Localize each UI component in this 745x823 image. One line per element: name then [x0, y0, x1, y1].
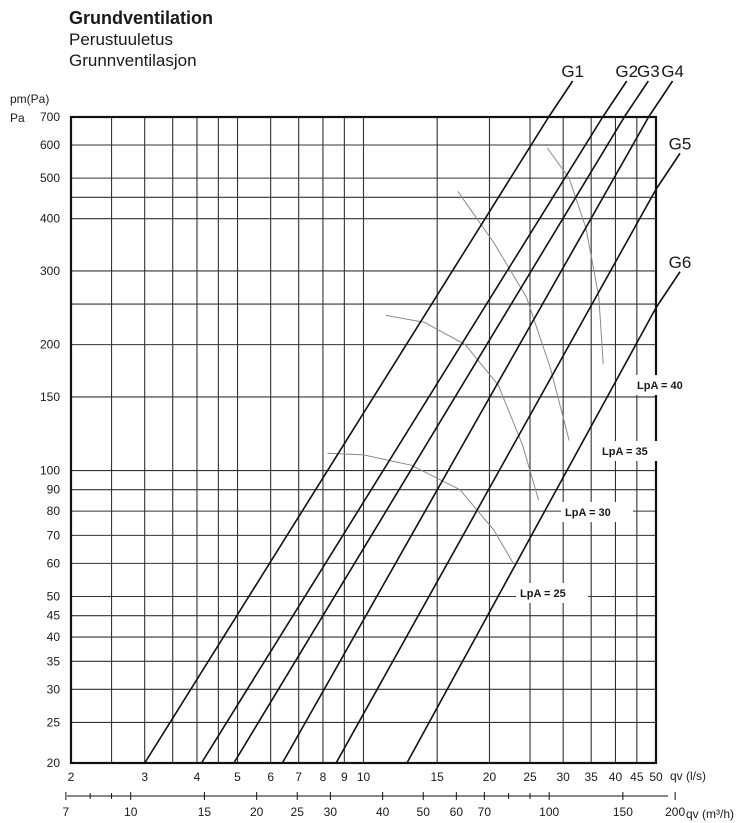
fan-curve-g3	[234, 117, 624, 763]
x2-tick-label: 150	[612, 805, 633, 819]
fan-curve-leader	[624, 81, 648, 117]
lpa-labels	[516, 375, 705, 603]
y-tick-labels	[40, 110, 60, 770]
lpa-label: LpA = 25	[520, 588, 566, 600]
x2-tick-label: 25	[290, 805, 304, 819]
y-tick-label: 35	[46, 654, 60, 669]
y-tick-label: 150	[39, 389, 60, 404]
x-tick-label: 25	[523, 770, 537, 784]
y-tick-label: 80	[46, 504, 60, 519]
y-tick-label: 700	[39, 110, 60, 124]
y-tick-label: 400	[39, 211, 60, 226]
y-tick-label: 30	[46, 682, 60, 697]
x-tick-label: 35	[584, 770, 598, 784]
x-tick-labels	[68, 770, 663, 784]
y-tick-label: 600	[39, 138, 60, 153]
sound-level-curves	[327, 148, 603, 563]
y-tick-label: 40	[46, 630, 60, 645]
lpa-curve	[458, 191, 569, 440]
x-tick-label: 2	[67, 770, 75, 784]
x-tick-label: 9	[341, 770, 348, 784]
lpa-label: LpA = 35	[602, 446, 648, 458]
y-tick-label: 500	[39, 171, 60, 186]
x2-tick-label: 10	[124, 805, 138, 819]
x2-tick-label: 20	[249, 805, 264, 819]
x2-tick-label: 7	[62, 805, 70, 819]
y-axis-unit: Pa	[10, 111, 25, 125]
x-axis-label-m3h: qv (m³/h)	[686, 807, 734, 821]
chart-subtitle-fi: Perustuuletus	[69, 30, 173, 49]
y-tick-label: 100	[39, 463, 60, 478]
x2-tick-label: 30	[323, 805, 338, 819]
fan-curve-leader	[549, 81, 573, 117]
vertical-gridlines	[112, 117, 656, 763]
curve-label-g5: G5	[668, 134, 692, 154]
x-tick-label: 8	[319, 770, 327, 784]
x-tick-label: 7	[295, 770, 303, 784]
y-tick-label: 70	[46, 528, 60, 543]
y-tick-label: 200	[39, 337, 60, 352]
y-tick-label: 60	[46, 556, 60, 571]
y-tick-label: 45	[46, 608, 60, 623]
x-tick-label: 6	[267, 770, 275, 784]
y-tick-label: 90	[46, 482, 60, 497]
x-axis-label-ls: qv (l/s)	[670, 769, 706, 783]
curve-label-g4: G4	[661, 62, 684, 81]
fan-curve-g4	[282, 117, 648, 763]
x-tick-label: 20	[482, 770, 497, 784]
x-tick-label: 4	[193, 770, 201, 784]
x-tick-label: 15	[430, 770, 444, 784]
fan-curves	[145, 81, 680, 763]
secondary-x-axis	[63, 792, 686, 819]
x-tick-label: 30	[556, 770, 570, 784]
x-tick-label: 40	[608, 770, 623, 784]
x-tick-label: 5	[234, 770, 241, 784]
fan-curve-leader	[656, 153, 680, 189]
fan-curve-g1	[145, 117, 549, 763]
fan-curve-leader	[603, 81, 627, 117]
lpa-curve	[547, 148, 603, 364]
x2-tick-label: 50	[416, 805, 430, 819]
x2-tick-label: 40	[375, 805, 390, 819]
x2-tick-label: 15	[197, 805, 212, 819]
curve-label-g2: G2	[615, 62, 639, 81]
x-tick-label: 10	[356, 770, 371, 784]
lpa-label: LpA = 40	[637, 380, 683, 392]
y-tick-label: 50	[46, 589, 60, 604]
lpa-curve	[327, 453, 513, 563]
x2-tick-label: 200	[665, 805, 686, 819]
y-tick-label: 20	[46, 756, 60, 770]
lpa-label: LpA = 30	[565, 507, 611, 519]
x2-tick-label: 70	[477, 805, 492, 819]
chart-title: Grundventilation	[69, 8, 213, 28]
y-axis-label: pm(Pa)	[10, 92, 50, 106]
curve-label-g6: G6	[668, 252, 692, 272]
fan-curve-g5	[336, 189, 656, 763]
x2-tick-label: 100	[539, 805, 560, 819]
x2-tick-label: 60	[449, 805, 464, 819]
curve-label-g1: G1	[561, 62, 585, 81]
chart-subtitle-no: Grunnventilasjon	[69, 51, 197, 70]
curve-label-g3: G3	[636, 62, 660, 81]
fan-curve-leader	[649, 81, 673, 117]
fan-curve-g2	[201, 117, 602, 763]
fan-curve-leader	[656, 272, 680, 308]
x-tick-label: 3	[141, 770, 149, 784]
x-tick-label: 45	[630, 770, 644, 784]
x-tick-label: 50	[649, 770, 663, 784]
y-tick-label: 25	[46, 715, 60, 730]
y-tick-label: 300	[39, 263, 60, 278]
